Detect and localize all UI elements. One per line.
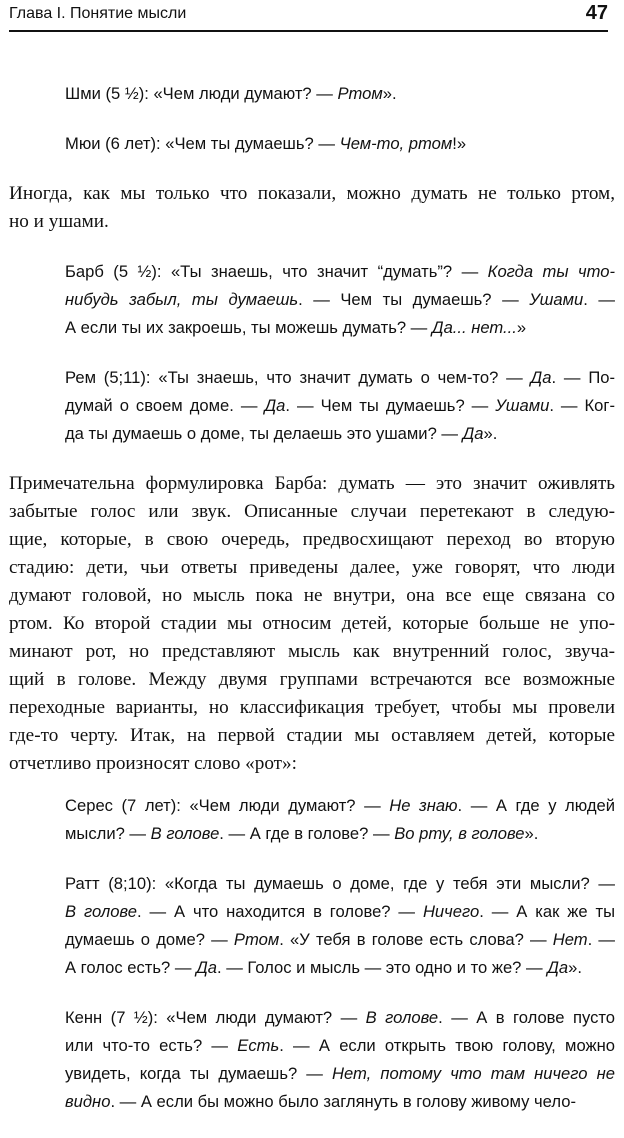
- text-run: . — А если открыть твою голову, можно: [279, 1036, 615, 1055]
- text-run: ртом. Ко второй стадии мы относим детей, которые больше не упо-: [9, 613, 615, 634]
- text-run: или что-то есть? —: [65, 1036, 238, 1055]
- text-line: [65, 820, 615, 848]
- interview-quote: [65, 364, 615, 448]
- text-line: [65, 954, 615, 982]
- text-line: [65, 420, 615, 448]
- text-run: »: [516, 318, 527, 337]
- text-run: . —: [583, 290, 615, 309]
- text-line: [9, 638, 615, 666]
- text-run: . — А как же ты: [479, 902, 616, 921]
- italic-answer: Ушами: [529, 290, 584, 309]
- page-number: 47: [585, 2, 608, 24]
- text-run: А голос есть? —: [65, 958, 197, 977]
- italic-answer: Ртом: [233, 930, 280, 949]
- italic-answer: В голове: [65, 902, 137, 921]
- text-line: [65, 130, 615, 158]
- chapter-title: Глава I. Понятие мысли: [9, 5, 187, 22]
- body-paragraph: [9, 180, 615, 236]
- italic-answer: Ушами: [495, 396, 550, 415]
- text-run: . —: [587, 930, 616, 949]
- text-line: [65, 286, 615, 314]
- text-line: [65, 792, 615, 820]
- text-line: [9, 750, 615, 778]
- text-line: [9, 554, 615, 582]
- text-run: где-то черту. Итак, на первой стадии мы оставляем детей, которые: [9, 725, 615, 746]
- text-run: щие, которые, в свою очередь, предвосхищают переход во вторую: [9, 529, 615, 550]
- italic-answer: Да... нет...: [431, 318, 517, 337]
- text-line: [65, 898, 615, 926]
- text-run: думай о своем доме. —: [65, 396, 265, 415]
- text-run: А если ты их закроешь, ты можешь думать? —: [65, 318, 432, 337]
- text-run: . — А где в голове? —: [219, 824, 395, 843]
- text-line: [65, 258, 615, 286]
- text-line: [9, 610, 615, 638]
- text-run: . — А что находится в голове? —: [136, 902, 423, 921]
- text-run: . — А если бы можно было заглянуть в голову живому чело-: [110, 1092, 576, 1111]
- interview-quote: [65, 1004, 615, 1116]
- running-header: [9, 0, 608, 32]
- text-line: [65, 1060, 615, 1088]
- text-run: Иногда, как мы только что показали, можно думать не только ртом,: [9, 183, 615, 204]
- italic-answer: Чем-то, ртом: [339, 134, 453, 153]
- text-run: но и ушами.: [9, 211, 109, 232]
- italic-answer: Да: [264, 396, 286, 415]
- text-run: Серес (7 лет): «Чем люди думают? —: [65, 796, 390, 815]
- text-run: щий в голове. Между двумя группами встречаются все возможные: [9, 669, 615, 690]
- text-run: !»: [452, 134, 467, 153]
- italic-answer: В голове: [150, 824, 220, 843]
- text-line: [9, 470, 615, 498]
- text-run: думают головой, но мысль пока не внутри, она все еще связана со: [9, 585, 615, 606]
- text-run: . — А в голове пусто: [438, 1008, 616, 1027]
- italic-answer: В голове: [365, 1008, 439, 1027]
- text-line: [9, 498, 615, 526]
- text-line: [9, 694, 615, 722]
- text-run: да ты думаешь о доме, ты делаешь это ушами? —: [65, 424, 463, 443]
- interview-quote: [65, 792, 615, 848]
- interview-quote: [65, 80, 615, 108]
- page-body: [9, 80, 615, 1138]
- text-run: отчетливо произносят слово «рот»:: [9, 753, 297, 774]
- text-line: [65, 870, 615, 898]
- text-run: . — Чем ты думаешь? —: [285, 396, 496, 415]
- text-run: Кенн (7 ½): «Чем люди думают? —: [65, 1008, 366, 1027]
- text-run: Ратт (8;10): «Когда ты думаешь о доме, где у тебя эти мысли? —: [65, 874, 615, 893]
- text-line: [65, 392, 615, 420]
- italic-answer: Во рту, в голове: [394, 824, 525, 843]
- text-run: ».: [568, 958, 582, 977]
- text-line: [65, 1088, 615, 1116]
- text-run: переходные варианты, но классификация требует, чтобы мы провели: [9, 697, 615, 718]
- text-run: Примечательна формулировка Барба: думать — это значит оживлять: [9, 473, 615, 494]
- interview-quote: [65, 870, 615, 982]
- italic-answer: Ничего: [422, 902, 480, 921]
- text-run: увидеть, когда ты думаешь? —: [65, 1064, 332, 1083]
- text-run: . «У тебя в голове есть слова? —: [279, 930, 553, 949]
- text-line: [65, 926, 615, 954]
- text-run: ».: [524, 824, 539, 843]
- interview-quote: [65, 258, 615, 342]
- text-run: стадию: дети, чьи ответы приведены далее, уже говорят, что люди: [9, 557, 615, 578]
- text-line: [9, 582, 615, 610]
- text-line: [9, 180, 615, 208]
- text-run: . — По-: [551, 368, 615, 387]
- text-line: [65, 1032, 615, 1060]
- text-line: [65, 314, 615, 342]
- text-run: думаешь о доме? —: [65, 930, 234, 949]
- text-run: Шми (5 ½): «Чем люди думают? —: [65, 84, 338, 103]
- text-run: . — Ког-: [549, 396, 615, 415]
- text-line: [9, 526, 615, 554]
- body-paragraph: [9, 470, 615, 778]
- text-line: [9, 666, 615, 694]
- italic-answer: Да: [196, 958, 217, 977]
- text-run: минают рот, но представляют мысль как внутренний голос, звуча-: [9, 641, 615, 662]
- italic-answer: Нет, потому что там ничего не: [332, 1064, 615, 1083]
- text-run: . — Голос и мысль — это одно и то же? —: [216, 958, 548, 977]
- text-run: мысли? —: [65, 824, 151, 843]
- text-line: [65, 1004, 615, 1032]
- text-run: Рем (5;11): «Ты знаешь, что значит думать о чем-то? —: [65, 368, 531, 387]
- italic-answer: Есть: [237, 1036, 280, 1055]
- text-run: забытые голос или звук. Описанные случаи перетекают в следую-: [9, 501, 615, 522]
- italic-answer: видно: [65, 1092, 111, 1111]
- interview-quote: [65, 130, 615, 158]
- italic-answer: Да: [462, 424, 484, 443]
- italic-answer: Ртом: [337, 84, 383, 103]
- italic-answer: нибудь забыл, ты думаешь: [65, 290, 299, 309]
- text-run: Барб (5 ½): «Ты знаешь, что значит “думать”? —: [65, 262, 488, 281]
- italic-answer: Когда ты что-: [487, 262, 616, 281]
- text-run: . — А где у людей: [457, 796, 615, 815]
- text-line: [9, 208, 615, 236]
- italic-answer: Да: [530, 368, 552, 387]
- text-run: ».: [382, 84, 397, 103]
- text-line: [65, 80, 615, 108]
- italic-answer: Не знаю: [389, 796, 458, 815]
- text-run: ».: [483, 424, 498, 443]
- text-line: [65, 364, 615, 392]
- text-run: Мюи (6 лет): «Чем ты думаешь? —: [65, 134, 340, 153]
- text-run: . — Чем ты думаешь? —: [298, 290, 530, 309]
- italic-answer: Нет: [552, 930, 588, 949]
- italic-answer: Да: [547, 958, 569, 977]
- text-line: [9, 722, 615, 750]
